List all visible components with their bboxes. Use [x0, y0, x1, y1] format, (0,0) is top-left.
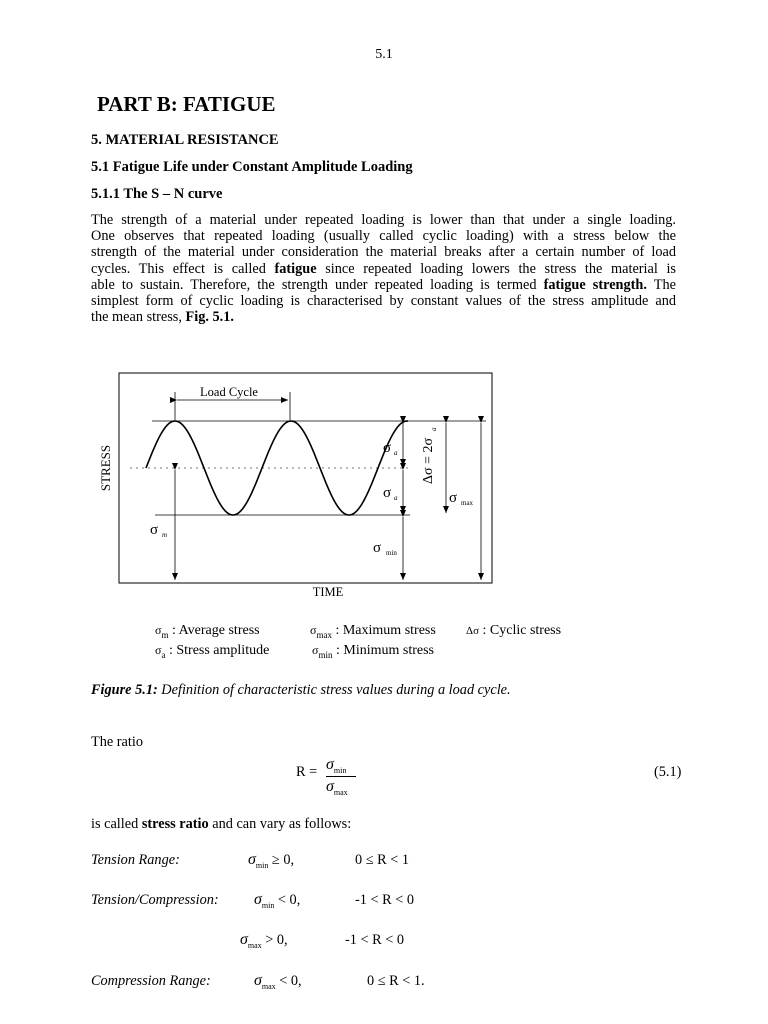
- tension-compression-condition: $\sigma_{min} < 0$,: [254, 891, 301, 910]
- figure-caption: Figure 5.1: Definition of characteristic stress values during a load cycle.: [91, 682, 511, 698]
- svg-text:m: m: [162, 531, 168, 539]
- fraction-bar: [326, 776, 356, 777]
- sigma-m-label: [150, 522, 167, 539]
- svg-text:Δσ = 2σ: Δσ = 2σ: [421, 438, 436, 484]
- svg-text:min: min: [386, 549, 397, 557]
- tension-range-label: Tension Range:: [91, 852, 180, 868]
- compression-range-condition: $\sigma_{max} < 0$,: [254, 972, 302, 991]
- tension-compression-condition-2: $\sigma_{max} > 0$,: [240, 931, 288, 950]
- subsection-heading: 5.1 Fatigue Life under Constant Amplitude Loading: [91, 159, 413, 175]
- fig-reference: Fig. 5.1.: [185, 309, 234, 326]
- section-heading: 5. MATERIAL RESISTANCE: [91, 132, 279, 148]
- stress-ratio-sentence: is called stress ratio and can vary as follows:: [91, 816, 352, 832]
- legend-delta-sigma: Δσ : Cyclic stress: [466, 623, 562, 638]
- tension-range-condition: $\sigma_{min} \ge 0$,: [248, 851, 295, 870]
- svg-text:σ: σ: [383, 485, 392, 501]
- svg-text:σ: σ: [449, 490, 458, 506]
- para-line: The strength of a material under repeated loading is lower than that under a single loading.: [91, 212, 676, 228]
- load-cycle-label: Load Cycle: [200, 385, 258, 399]
- compression-range-label: Compression Range:: [91, 973, 211, 989]
- tension-compression-label: Tension/Compression:: [91, 892, 219, 908]
- delta-sigma-label: [421, 427, 438, 484]
- tension-range-r: 0 ≤ R < 1: [355, 852, 410, 868]
- stress-axis-label: STRESS: [98, 444, 113, 492]
- svg-text:a: a: [430, 427, 438, 431]
- svg-text:max: max: [461, 499, 474, 507]
- equation-number: (5.1): [654, 764, 682, 780]
- legend-sigma-a: $\sigma_a$ : Stress amplitude: [155, 643, 270, 660]
- para-line: One observes that repeated loading (usually called cyclic loading) with a stress below the: [91, 228, 676, 245]
- page-number: 5.1: [375, 47, 393, 62]
- subsubsection-heading: 5.1.1 The S – N curve: [91, 186, 223, 202]
- svg-text:σ: σ: [373, 540, 382, 556]
- caption-label: Figure 5.1:: [91, 682, 158, 698]
- fatigue-strength-term: fatigue strength.: [543, 276, 647, 293]
- compression-range-r: 0 ≤ R < 1.: [367, 973, 425, 989]
- svg-text:σ: σ: [383, 440, 392, 456]
- svg-text:σ: σ: [150, 522, 159, 538]
- legend-sigma-max: $\sigma_{max}$ : Maximum stress: [310, 623, 436, 640]
- tension-compression-r: -1 < R < 0: [355, 892, 415, 908]
- stress-ratio-term: stress ratio: [141, 816, 209, 832]
- legend-sigma-min: $\sigma_{min}$ : Minimum stress: [312, 643, 434, 660]
- para-line: the mean stress, Fig. 5.1.: [91, 309, 234, 326]
- equation-lhs: R =: [296, 764, 318, 780]
- para-line: strength of the material under consideration the material breaks after a certain number of load: [91, 244, 676, 261]
- sigma-a-upper-label: [383, 440, 398, 457]
- para-line: simplest form of cyclic loading is characterised by constant values of the stress amplitude and: [91, 293, 676, 310]
- sigma-max-label: [449, 490, 474, 507]
- svg-text:a: a: [394, 494, 398, 502]
- fatigue-term: fatigue: [274, 260, 317, 277]
- part-title: PART B: FATIGUE: [97, 92, 276, 116]
- equation-numerator: $\sigma_{min}$: [326, 756, 347, 775]
- legend-sigma-m: $\sigma_m$ : Average stress: [155, 623, 260, 640]
- para-line: cycles. This effect is called fatigue since repeated loading lowers the stress the material is: [91, 260, 676, 277]
- para-line: able to sustain. Therefore, the strength under repeated loading is termed fatigue strength. The: [91, 276, 677, 293]
- time-axis-label: TIME: [312, 585, 344, 599]
- equation-denominator: $\sigma_{max}$: [326, 778, 348, 797]
- svg-text:a: a: [394, 449, 398, 457]
- tension-compression-r-2: -1 < R < 0: [345, 932, 405, 948]
- ratio-intro: The ratio: [91, 734, 144, 750]
- sigma-min-label: [373, 540, 397, 557]
- sigma-a-lower-label: [383, 485, 398, 502]
